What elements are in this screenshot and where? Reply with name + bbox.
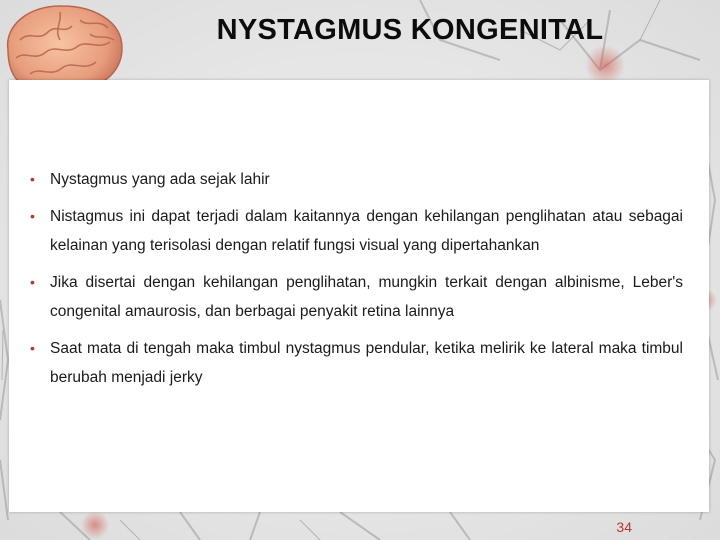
slide-title: NYSTAGMUS KONGENITAL xyxy=(216,14,604,46)
bullet-marker: • xyxy=(30,171,35,187)
bullet-item xyxy=(30,165,683,194)
content-panel xyxy=(9,80,709,512)
page-number: 34 xyxy=(616,519,632,535)
bullet-marker: • xyxy=(30,274,35,290)
bullet-list xyxy=(30,165,683,400)
bullet-item xyxy=(30,202,683,260)
bullet-text: Nistagmus ini dapat terjadi dalam kaitannya dengan kehilangan penglihatan atau sebagai kelainan yang terisolasi dengan relatif fungsi visual yang dipertahankan xyxy=(50,208,683,254)
bullet-text: Nystagmus yang ada sejak lahir xyxy=(50,171,270,188)
bullet-marker: • xyxy=(30,208,35,224)
bullet-marker: • xyxy=(30,340,35,356)
bullet-text: Saat mata di tengah maka timbul nystagmus pendular, ketika melirik ke lateral maka timbul berubah menjadi jerky xyxy=(50,340,683,386)
bullet-item xyxy=(30,334,683,392)
bullet-item xyxy=(30,268,683,326)
bullet-text: Jika disertai dengan kehilangan penglihatan, mungkin terkait dengan albinisme, Leber's congenital amaurosis, dan berbagai penyakit retina lainnya xyxy=(50,274,683,320)
